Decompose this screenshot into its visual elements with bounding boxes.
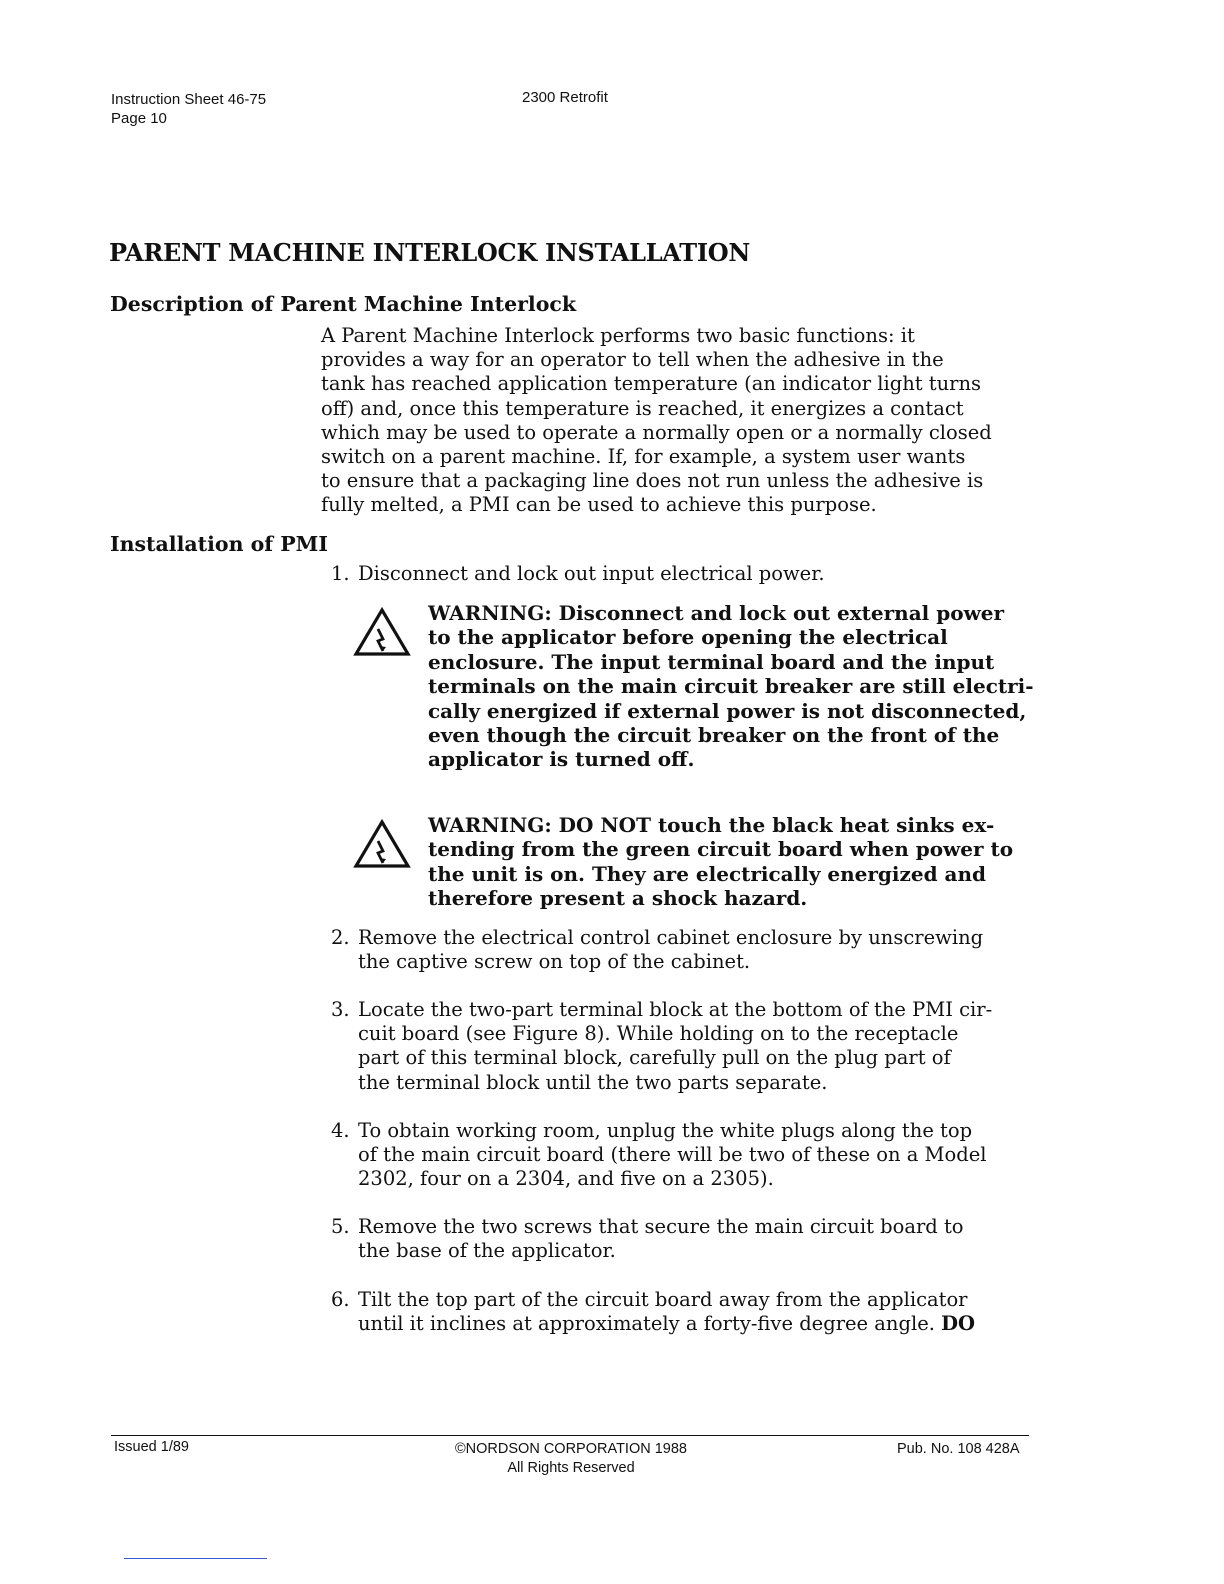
step-line: the terminal block until the two parts separate.	[358, 1070, 828, 1094]
warning-line: WARNING: DO NOT touch the black heat sinks ex-	[428, 813, 995, 837]
step-line: the captive screw on top of the cabinet.	[358, 950, 751, 974]
warning-line: to the applicator before opening the electrical	[428, 625, 948, 650]
electrical-shock-warning-icon	[353, 819, 411, 869]
step-bold-tail: DO	[941, 1312, 976, 1336]
step-number: 2.	[331, 926, 350, 949]
step-line: cuit board (see Figure 8). While holding on to the receptacle	[358, 1022, 959, 1046]
step-number: 5.	[331, 1215, 350, 1238]
step-line: Locate the two-part terminal block at the bottom of the PMI cir-	[358, 998, 993, 1021]
paragraph-line: off) and, once this temperature is reached, it energizes a contact	[321, 396, 964, 420]
warning-line: tending from the green circuit board when power to	[428, 837, 1014, 862]
step-line: Tilt the top part of the circuit board away from the applicator	[358, 1288, 968, 1311]
step-5	[331, 1215, 1031, 1263]
doc-label: Instruction Sheet 46-75	[111, 91, 267, 108]
paragraph-line: provides a way for an operator to tell when the adhesive in the	[321, 348, 944, 372]
copyright-block	[442, 1440, 700, 1478]
page-header-left	[111, 90, 266, 128]
warning-line: cally energized if external power is not disconnected,	[428, 698, 1027, 723]
step-6	[331, 1288, 1031, 1336]
step-line: To obtain working room, unplug the white plugs along the top	[358, 1119, 973, 1142]
bottom-underline-divider	[124, 1558, 267, 1559]
step-line	[358, 1312, 1031, 1336]
step-line: of the main circuit board (there will be two of these on a Model	[358, 1143, 987, 1167]
step-line: Remove the two screws that secure the main circuit board to	[358, 1215, 964, 1238]
paragraph-line: which may be used to operate a normally open or a normally closed	[321, 420, 992, 444]
warning-block	[353, 813, 1033, 911]
step-1	[331, 562, 1031, 586]
step-line: Disconnect and lock out input electrical power.	[358, 562, 825, 585]
paragraph-line: tank has reached application temperature (an indicator light turns	[321, 372, 982, 396]
step-line: the base of the applicator.	[358, 1239, 616, 1263]
copyright-text: ©NORDSON CORPORATION 1988	[455, 1441, 687, 1457]
paragraph-line: A Parent Machine Interlock performs two basic functions: it	[321, 324, 915, 347]
publication-number: Pub. No. 108 428A	[897, 1441, 1020, 1457]
step-number: 6.	[331, 1288, 350, 1311]
warning-line: therefore present a shock hazard.	[428, 886, 808, 911]
step-line: 2302, four on a 2304, and five on a 2305).	[358, 1167, 774, 1191]
warning-line: terminals on the main circuit breaker are still electri-	[428, 674, 1034, 699]
description-paragraph	[321, 324, 1033, 518]
step-number: 3.	[331, 998, 350, 1021]
step-number: 4.	[331, 1119, 350, 1142]
rights-text: All Rights Reserved	[507, 1460, 635, 1476]
step-line-text: until it inclines at approximately a forty-five degree angle.	[358, 1312, 935, 1336]
warning-line: the unit is on. They are electrically energized and	[428, 861, 987, 886]
warning-line: applicator is turned off.	[428, 747, 695, 772]
page-title: PARENT MACHINE INTERLOCK INSTALLATION	[109, 238, 751, 267]
step-4	[331, 1119, 1031, 1192]
step-3	[331, 998, 1031, 1095]
paragraph-line: fully melted, a PMI can be used to achieve this purpose.	[321, 493, 877, 517]
step-number: 1.	[331, 562, 350, 585]
issued-date: Issued 1/89	[114, 1439, 189, 1455]
electrical-shock-warning-icon	[353, 607, 411, 657]
step-line: Remove the electrical control cabinet enclosure by unscrewing	[358, 926, 984, 949]
warning-line: WARNING: Disconnect and lock out external power	[428, 601, 1005, 625]
warning-block	[353, 601, 1033, 772]
warning-line: enclosure. The input terminal board and the input	[428, 649, 995, 674]
warning-line: even though the circuit breaker on the front of the	[428, 723, 1000, 748]
step-2	[331, 926, 1031, 974]
paragraph-line: switch on a parent machine. If, for example, a system user wants	[321, 445, 966, 469]
footer-divider	[111, 1435, 1029, 1436]
product-label: 2300 Retrofit	[522, 89, 608, 106]
section-heading-description: Description of Parent Machine Interlock	[110, 292, 577, 316]
paragraph-line: to ensure that a packaging line does not run unless the adhesive is	[321, 469, 984, 493]
section-heading-installation: Installation of PMI	[110, 532, 328, 556]
page-label: Page 10	[111, 110, 167, 127]
step-line: part of this terminal block, carefully pull on the plug part of	[358, 1046, 951, 1070]
